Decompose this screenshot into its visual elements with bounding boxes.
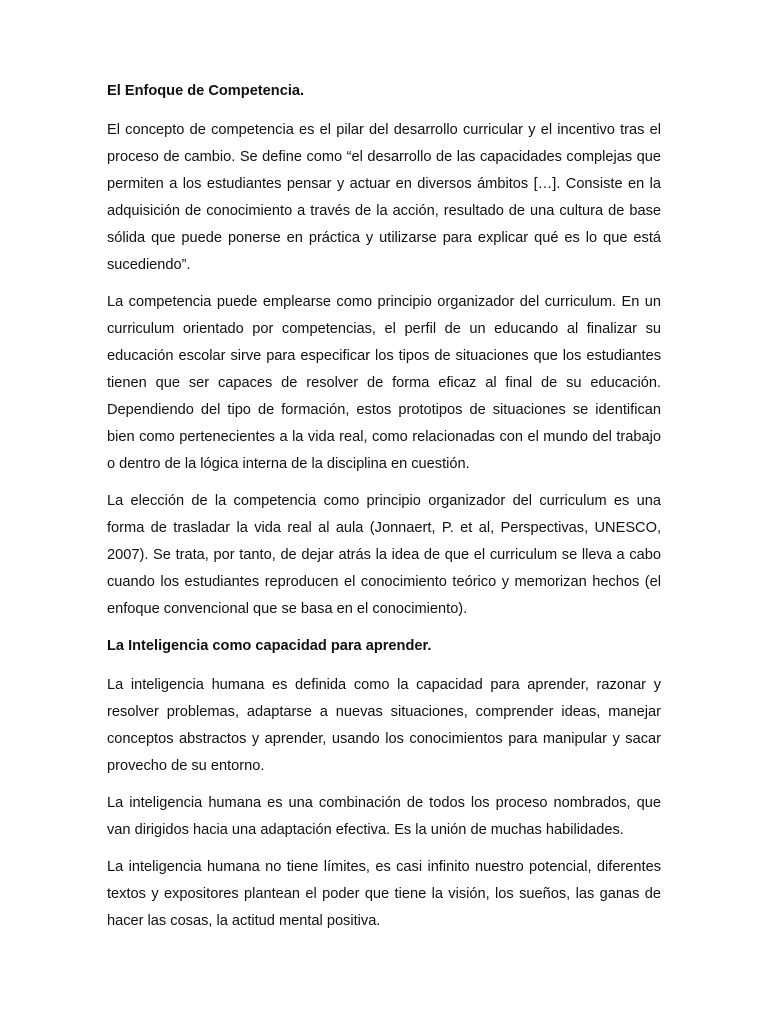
paragraph: La elección de la competencia como principio organizador del curriculum es una forma de trasladar la vida real al aula (Jonnaert, P. et al, Perspectivas, UNESCO, 2007). Se trata, por tanto, de dejar atrás la idea de que el curriculum se lleva a cabo cuando los estudiantes reproducen el conocimiento teórico y memorizan hechos (el enfoque convencional que se basa en el conocimiento). [107, 493, 661, 617]
paragraph: La competencia puede emplearse como principio organizador del curriculum. En un curriculum orientado por competencias, el perfil de un educando al finalizar su educación escolar sirve para especificar los tipos de situaciones que los estudiantes tienen que ser capaces de resolver de forma eficaz al final de su educación. Dependiendo del tipo de formación, estos prototipos de situaciones se identifican bien como pertenecientes a la vida real, como relacionadas con el mundo del trabajo o dentro de la lógica interna de la disciplina en cuestión. [107, 294, 661, 472]
document-page [107, 78, 661, 945]
paragraph: La inteligencia humana es definida como la capacidad para aprender, razonar y resolver problemas, adaptarse a nuevas situaciones, comprender ideas, manejar conceptos abstractos y aprender, usando los conocimientos para manipular y sacar provecho de su entorno. [107, 677, 661, 774]
paragraph: La inteligencia humana es una combinación de todos los proceso nombrados, que van dirigidos hacia una adaptación efectiva. Es la unión de muchas habilidades. [107, 795, 661, 838]
section-heading-inteligencia: La Inteligencia como capacidad para aprender. [107, 638, 432, 654]
paragraph: La inteligencia humana no tiene límites, es casi infinito nuestro potencial, diferentes textos y expositores plantean el poder que tiene la visión, los sueños, las ganas de hacer las cosas, la actitud mental positiva. [107, 859, 661, 929]
section-heading-competencia: El Enfoque de Competencia. [107, 83, 305, 99]
paragraph: El concepto de competencia es el pilar del desarrollo curricular y el incentivo tras el proceso de cambio. Se define como “el desarrollo de las capacidades complejas que permiten a los estudiantes pensar y actuar en diversos ámbitos […]. Consiste en la adquisición de conocimiento a través de la acción, resultado de una cultura de base sólida que puede ponerse en práctica y utilizarse para explicar qué es lo que está sucediendo”. [107, 122, 661, 273]
